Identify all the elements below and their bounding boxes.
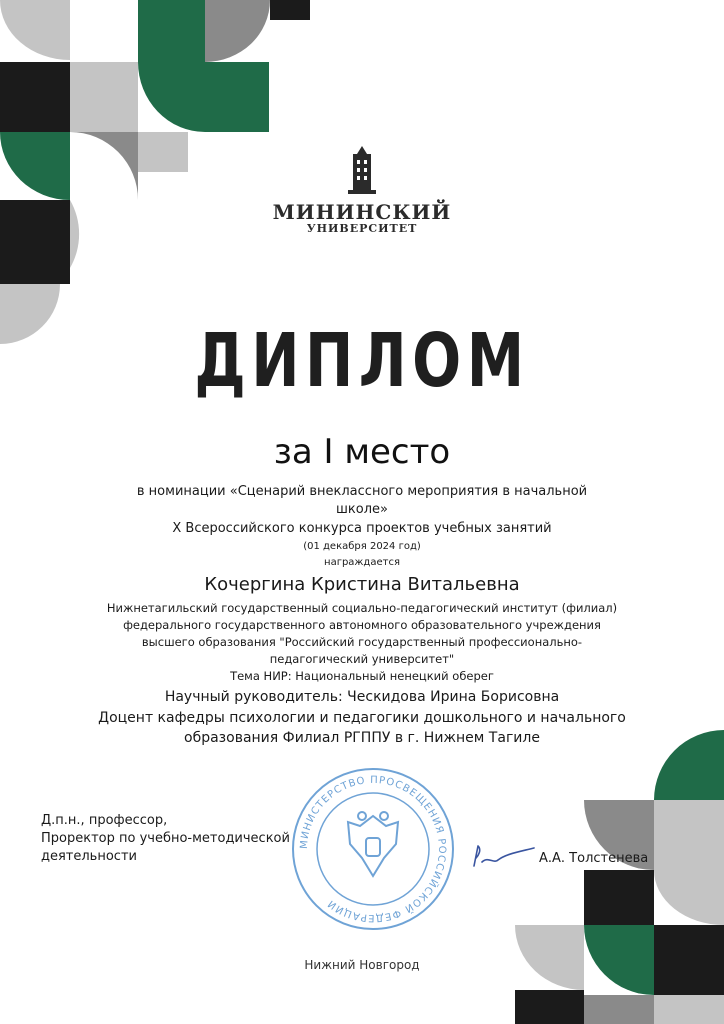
university-logo (0, 146, 724, 198)
signatory-name: А.А. Толстенева (539, 851, 649, 866)
institution-line2: федерального государственного автономного образовательного учреждения (123, 618, 601, 632)
nomination-line1: в номинации «Сценарий внеклассного мероприятия в начальной (136, 484, 588, 499)
diploma-title: ДИПЛОМ (194, 318, 530, 404)
supervisor-position-line1: Доцент кафедры психологии и педагогики дошкольного и начального (98, 710, 626, 726)
nomination-line2: школе» (336, 502, 388, 517)
stamp-text: МИНИСТЕРСТВО ПРОСВЕЩЕНИЯ РОССИЙСКОЙ ФЕДЕРАЦИИ (298, 774, 448, 924)
city-footer: Нижний Новгород (304, 958, 420, 972)
award-place: за I место (273, 432, 451, 472)
supervisor-position-line2: образования Филиал РГППУ в г. Нижнем Тагиле (184, 730, 540, 746)
institution-line3: высшего образования "Российский государственный профессионально- (141, 635, 583, 649)
handwritten-signature (468, 838, 538, 872)
contest-date: (01 декабря 2024 год) (303, 541, 421, 552)
signatory-title-line1: Д.п.н., профессор, (41, 813, 168, 828)
signatory-title (41, 812, 290, 866)
svg-text:МИНИСТЕРСТВО ПРОСВЕЩЕНИЯ РОССИ (299, 775, 447, 923)
coat-of-arms-icon (348, 812, 398, 876)
logo-line2: УНИВЕРСИТЕТ (306, 222, 418, 235)
signatory-title-line3: деятельности (41, 849, 137, 864)
recipient-name: Кочергина Кристина Витальевна (204, 574, 520, 595)
institution-line1: Нижнетагильский государственный социально-педагогический институт (филиал) (106, 601, 618, 615)
research-topic: Тема НИР: Национальный ненецкий оберег (230, 669, 494, 683)
logo-line1: МИНИНСКИЙ (272, 200, 452, 224)
institution-line4: педагогический университет" (269, 652, 455, 666)
official-stamp (290, 766, 456, 932)
awarded-label: награждается (324, 557, 400, 568)
contest-name: X Всероссийского конкурса проектов учебных занятий (172, 521, 552, 536)
supervisor: Научный руководитель: Ческидова Ирина Борисовна (164, 689, 560, 705)
signatory-title-line2: Проректор по учебно-методической (41, 831, 290, 846)
building-tower-icon (342, 146, 382, 194)
